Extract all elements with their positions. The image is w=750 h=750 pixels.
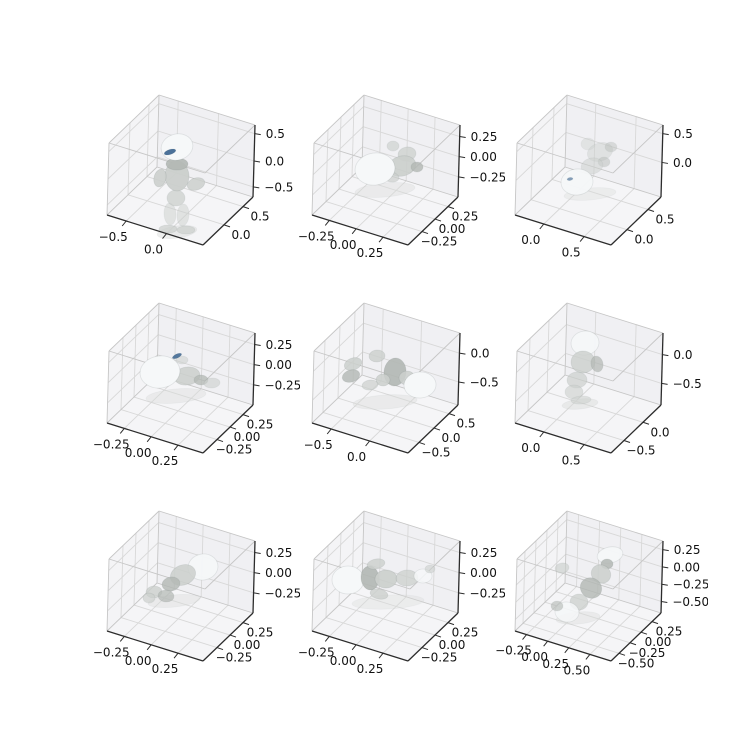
x-tick-mark (325, 636, 329, 641)
x-tick-label: 0.5 (561, 245, 581, 260)
z-tick-mark (661, 601, 667, 602)
z-tick-mark (662, 162, 668, 163)
y-tick-mark (627, 230, 633, 232)
y-tick-label: 0.00 (438, 638, 466, 653)
z-tick-label: 0.00 (265, 566, 292, 581)
y-tick-label: −0.25 (628, 645, 666, 660)
subplot-canvas (458, 82, 708, 317)
x-tick-label: 0.25 (151, 454, 179, 469)
x-tick-mark (327, 429, 331, 434)
y-tick-mark (422, 648, 428, 650)
z-tick-label: −0.25 (469, 586, 505, 601)
robot-part (167, 190, 185, 206)
z-tick-label: 0.00 (470, 150, 497, 165)
y-tick-mark (224, 225, 230, 227)
y-tick-label: 0.00 (644, 635, 672, 650)
z-tick-label: −0.25 (672, 577, 708, 592)
y-tick-mark (435, 219, 441, 221)
robot-part (387, 141, 399, 151)
subplot-r1c3 (458, 82, 708, 317)
x-tick-mark (565, 648, 569, 653)
subplot-canvas (458, 498, 708, 733)
z-tick-mark (662, 584, 668, 585)
x-tick-mark (586, 654, 590, 659)
x-tick-label: −0.25 (495, 643, 532, 658)
x-tick-label: −0.25 (92, 645, 130, 660)
z-tick-mark (662, 383, 668, 384)
y-tick-label: 0.00 (233, 638, 261, 653)
x-tick-label: 0.00 (124, 653, 152, 668)
y-tick-label: 0.5 (456, 416, 476, 431)
y-tick-label: 0.00 (438, 222, 466, 237)
y-tick-label: 0.25 (451, 625, 479, 640)
x-tick-mark (147, 437, 151, 442)
y-tick-mark (243, 207, 249, 209)
x-tick-mark (544, 641, 548, 646)
z-tick-mark (663, 550, 669, 551)
x-tick-mark (174, 445, 178, 450)
z-tick-label: 0.25 (673, 543, 701, 558)
x-tick-mark (147, 645, 151, 650)
y-tick-label: 0.0 (650, 425, 670, 440)
y-tick-mark (619, 653, 625, 655)
x-tick-label: 0.00 (329, 653, 357, 668)
y-tick-label: 0.0 (441, 431, 461, 446)
z-tick-label: −0.50 (672, 594, 708, 609)
x-tick-mark (352, 645, 356, 650)
y-tick-mark (448, 623, 454, 625)
x-tick-mark (580, 237, 584, 242)
z-tick-label: 0.25 (470, 546, 498, 561)
x-tick-mark (122, 221, 126, 226)
x-tick-label: −0.25 (297, 229, 335, 244)
z-tick-label: 0.5 (265, 127, 285, 142)
subplot-r2c3 (458, 290, 708, 525)
x-tick-label: 0.0 (521, 441, 541, 455)
x-tick-mark (540, 432, 544, 437)
y-tick-label: −0.25 (420, 234, 458, 249)
x-tick-label: 0.25 (151, 662, 179, 677)
robot-part (177, 226, 195, 234)
z-tick-mark (663, 134, 669, 135)
z-tick-label: −0.5 (469, 375, 499, 390)
y-tick-mark (448, 207, 454, 209)
x-tick-label: 0.00 (521, 650, 548, 665)
y-tick-label: −0.25 (215, 442, 253, 457)
y-tick-label: 0.0 (231, 227, 251, 242)
z-tick-label: 0.00 (265, 358, 292, 373)
x-tick-mark (120, 636, 124, 641)
y-tick-mark (641, 632, 647, 634)
y-tick-label: 0.5 (250, 209, 270, 224)
y-tick-label: 0.25 (246, 417, 274, 432)
z-tick-label: 0.25 (265, 546, 293, 561)
subplot-canvas (458, 290, 708, 525)
x-tick-label: 0.5 (561, 453, 581, 468)
x-tick-mark (174, 653, 178, 658)
x-tick-label: 0.0 (347, 450, 367, 464)
x-tick-mark (366, 441, 370, 446)
x-tick-mark (540, 224, 544, 229)
z-tick-mark (662, 567, 668, 568)
z-tick-label: 0.0 (470, 346, 490, 361)
y-tick-label: 0.5 (655, 212, 675, 227)
x-tick-label: −0.25 (297, 645, 335, 660)
z-tick-mark (662, 355, 668, 356)
robot-part (332, 566, 364, 594)
z-tick-label: −0.25 (469, 170, 505, 185)
x-tick-label: 0.50 (563, 663, 591, 678)
y-tick-label: 0.25 (451, 209, 479, 224)
x-tick-label: 0.25 (542, 656, 570, 671)
y-tick-mark (217, 648, 223, 650)
y-tick-label: −0.25 (420, 650, 458, 665)
y-tick-label: 0.00 (233, 430, 261, 445)
y-tick-mark (217, 440, 223, 442)
subplot-r3c3 (458, 498, 708, 733)
z-tick-label: 0.25 (470, 130, 498, 145)
x-tick-label: 0.0 (143, 242, 164, 257)
y-tick-label: −0.25 (215, 650, 253, 665)
z-tick-label: 0.0 (672, 155, 693, 170)
y-tick-label: −0.50 (617, 656, 655, 671)
x-tick-label: 0.0 (521, 233, 541, 247)
y-tick-mark (624, 441, 630, 443)
x-tick-mark (523, 635, 527, 640)
z-tick-label: −0.5 (264, 180, 294, 195)
x-tick-label: 0.00 (124, 445, 152, 460)
z-tick-label: 0.25 (265, 338, 293, 353)
y-tick-label: 0.0 (634, 232, 654, 247)
x-tick-label: −0.5 (98, 230, 128, 244)
x-tick-mark (352, 229, 356, 234)
robot-part (425, 565, 435, 573)
x-tick-label: 0.00 (329, 237, 357, 252)
y-tick-mark (434, 428, 440, 430)
z-tick-label: 0.5 (673, 127, 693, 142)
x-tick-mark (325, 220, 329, 225)
z-tick-label: 0.00 (673, 560, 700, 575)
y-tick-mark (230, 635, 236, 637)
x-tick-mark (120, 428, 124, 433)
x-tick-mark (379, 237, 383, 242)
x-tick-label: −0.25 (92, 437, 130, 452)
y-tick-mark (449, 414, 455, 416)
z-tick-label: 0.0 (265, 154, 285, 169)
x-tick-mark (379, 653, 383, 658)
z-tick-label: −0.5 (672, 376, 702, 391)
z-tick-label: −0.25 (264, 586, 300, 601)
z-tick-label: 0.0 (673, 348, 693, 363)
y-tick-mark (230, 427, 236, 429)
y-tick-label: 0.25 (655, 624, 683, 639)
y-tick-mark (243, 623, 249, 625)
robot-part (551, 601, 563, 611)
robot-part (605, 142, 617, 152)
y-tick-mark (630, 643, 636, 645)
y-tick-mark (643, 422, 649, 424)
z-tick-label: 0.00 (470, 566, 497, 581)
y-tick-mark (422, 232, 428, 234)
robot-part (143, 593, 155, 603)
y-tick-mark (648, 209, 654, 211)
y-tick-mark (435, 635, 441, 637)
x-tick-label: −0.5 (303, 438, 333, 452)
y-tick-mark (419, 442, 425, 444)
y-tick-label: 0.25 (246, 625, 274, 640)
robot-part (411, 162, 423, 172)
x-tick-label: 0.25 (356, 246, 384, 261)
y-tick-mark (243, 415, 249, 417)
y-tick-label: −0.5 (626, 443, 656, 458)
y-tick-mark (652, 622, 658, 624)
x-tick-mark (580, 445, 584, 450)
y-tick-label: −0.5 (421, 445, 451, 460)
x-tick-label: 0.25 (356, 662, 384, 677)
z-tick-label: −0.25 (264, 378, 300, 393)
